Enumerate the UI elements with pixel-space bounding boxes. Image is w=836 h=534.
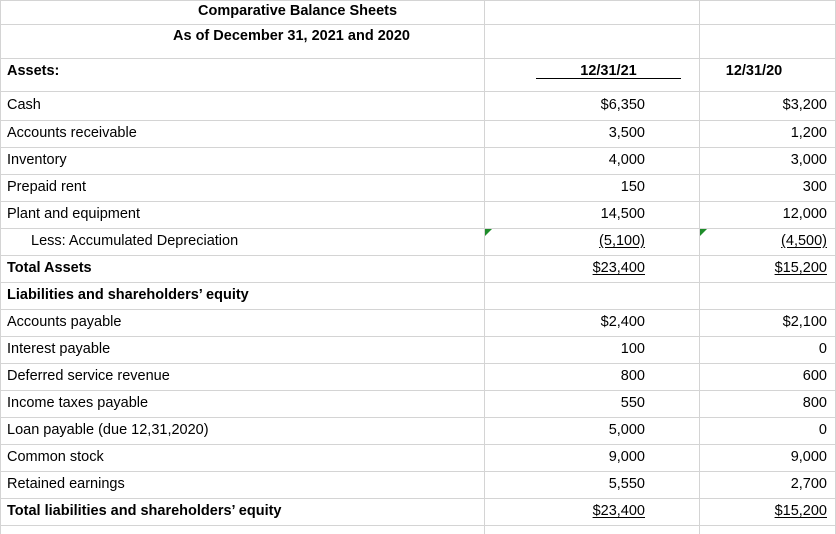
value-2020: 12,000: [782, 206, 827, 222]
value-2020: 2,700: [790, 476, 827, 492]
row-label: Inventory: [7, 152, 67, 168]
row-label: Loan payable (due 12,31,2020): [7, 422, 209, 438]
value-2020: 300: [802, 179, 827, 195]
gridline: [0, 471, 836, 472]
cell-comment-indicator: [700, 229, 707, 236]
row-label: Accounts receivable: [7, 125, 137, 141]
gridline: [0, 309, 836, 310]
value-2021: 800: [620, 368, 645, 384]
sheet-title: Comparative Balance Sheets: [198, 3, 398, 19]
row-label: Deferred service revenue: [7, 368, 170, 384]
gridline: [0, 91, 836, 92]
gridline: [0, 174, 836, 175]
row-label: Prepaid rent: [7, 179, 86, 195]
value-2020: 800: [802, 395, 827, 411]
gridline: [0, 444, 836, 445]
row-label-total: Total Assets: [7, 260, 92, 276]
row-label: Cash: [7, 97, 41, 113]
gridline: [0, 147, 836, 148]
gridline: [0, 255, 836, 256]
assets-header: Assets:: [7, 63, 60, 79]
value-2021: (5,100): [599, 233, 645, 249]
value-2021: 9,000: [608, 449, 645, 465]
total-assets-2020: $15,200: [774, 260, 827, 276]
column-header-2020: 12/31/20: [725, 63, 783, 79]
value-2021: 550: [620, 395, 645, 411]
row-label-total: Total liabilities and shareholders’ equity: [7, 503, 282, 519]
gridline: [0, 336, 836, 337]
value-2020: 0: [818, 341, 827, 357]
cell-comment-indicator: [485, 229, 492, 236]
value-2021: 5,550: [608, 476, 645, 492]
value-2020: 9,000: [790, 449, 827, 465]
row-label: Retained earnings: [7, 476, 125, 492]
row-label: Less: Accumulated Depreciation: [31, 233, 239, 249]
row-label: Plant and equipment: [7, 206, 141, 222]
total-liabilities-equity-2020: $15,200: [774, 503, 827, 519]
row-label: Common stock: [7, 449, 104, 465]
cash-2020: $3,200: [782, 97, 827, 113]
gridline: [0, 0, 1, 534]
value-2021: 100: [620, 341, 645, 357]
column-header-2021: 12/31/21: [536, 58, 681, 79]
value-2020: (4,500): [781, 233, 827, 249]
row-label: Accounts payable: [7, 314, 122, 330]
total-liabilities-equity-2021: $23,400: [592, 503, 645, 519]
sheet-subtitle: As of December 31, 2021 and 2020: [173, 28, 410, 44]
value-2020: 0: [818, 422, 827, 438]
value-2021: 5,000: [608, 422, 645, 438]
value-2021: 3,500: [608, 125, 645, 141]
value-2020: 3,000: [790, 152, 827, 168]
value-2020: 1,200: [790, 125, 827, 141]
cash-2021: $6,350: [600, 97, 645, 113]
value-2021: 150: [620, 179, 645, 195]
row-label: Income taxes payable: [7, 395, 149, 411]
total-assets-2021: $23,400: [592, 260, 645, 276]
value-2020: $2,100: [782, 314, 827, 330]
row-label: Interest payable: [7, 341, 111, 357]
value-2021: 14,500: [600, 206, 645, 222]
gridline: [484, 0, 485, 534]
section-heading: Liabilities and shareholders’ equity: [7, 287, 249, 303]
value-2020: 600: [802, 368, 827, 384]
value-2021: 4,000: [608, 152, 645, 168]
gridline: [0, 525, 836, 526]
gridline: [0, 24, 836, 25]
value-2021: $2,400: [600, 314, 645, 330]
gridline: [0, 0, 836, 1]
